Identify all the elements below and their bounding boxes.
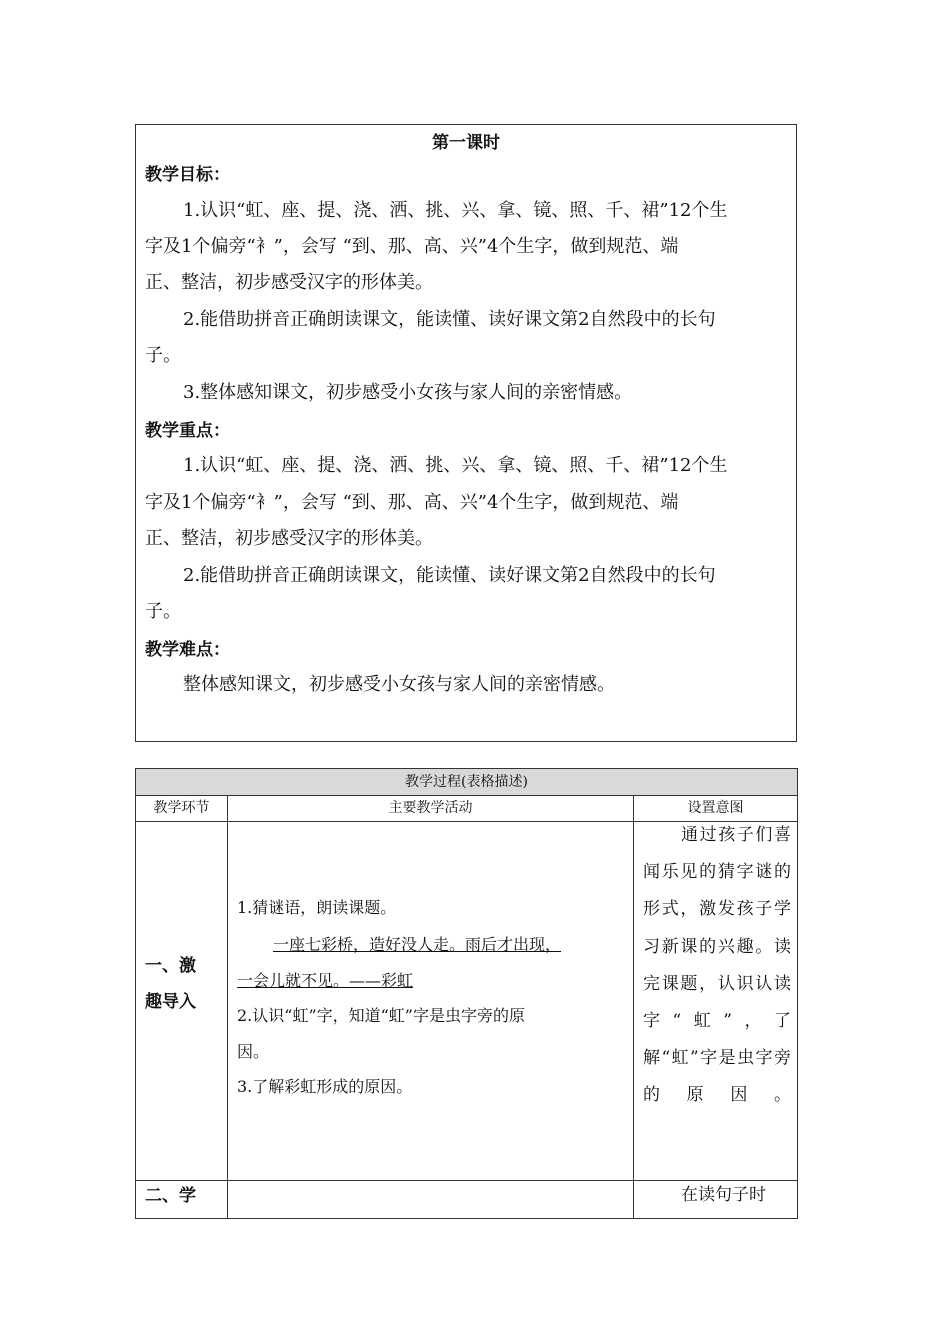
goals-line: 2.能借助拼音正确朗读课文，能读懂、读好课文第2自然段中的长句 (183, 309, 716, 330)
riddle-line: 一座七彩桥，造好没人走。雨后才出现， (273, 935, 562, 954)
column-header-stage: 教学环节 (153, 800, 210, 816)
riddle-line: 一会儿就不见。——彩虹 (237, 971, 414, 990)
key-line: 字及1个偏旁“衤”，会写 “到、那、高、兴”4个生字，做到规范、端 (145, 492, 679, 513)
activity-line: 3.了解彩虹形成的原因。 (237, 1077, 413, 1096)
lesson-title: 第一课时 (432, 133, 500, 153)
lesson-objectives-box (135, 124, 797, 742)
column-divider (633, 795, 634, 1218)
intent-text: 在读句子时 (681, 1185, 766, 1205)
stage-label: 一、激 (145, 956, 196, 976)
key-line: 2.能借助拼音正确朗读课文，能读懂、读好课文第2自然段中的长句 (183, 565, 716, 586)
stage-label: 趣导入 (145, 992, 196, 1012)
teaching-process-table (135, 768, 798, 1219)
intent-text: 通过孩子们喜闻乐见的猜字谜的形式，激发孩子学习新课的兴趣。读完课题，认识认读字“虹”，了解“虹”字是虫字旁的原因。 (643, 825, 791, 1106)
key-points-heading: 教学重点： (145, 421, 230, 441)
difficult-line: 整体感知课文，初步感受小女孩与家人间的亲密情感。 (183, 674, 615, 695)
key-line: 子。 (145, 601, 181, 622)
goals-line: 正、整洁，初步感受汉字的形体美。 (145, 272, 433, 293)
goals-heading: 教学目标： (145, 165, 230, 185)
goals-line: 3.整体感知课文，初步感受小女孩与家人间的亲密情感。 (183, 382, 633, 403)
column-header-intent: 设置意图 (687, 800, 744, 816)
activity-line: 因。 (237, 1042, 270, 1061)
activity-line: 1.猜谜语，朗读课题。 (237, 898, 397, 917)
key-line: 正、整洁，初步感受汉字的形体美。 (145, 528, 433, 549)
goals-line: 字及1个偏旁“衤”，会写 “到、那、高、兴”4个生字，做到规范、端 (145, 236, 679, 257)
column-divider (227, 795, 228, 1218)
difficult-points-heading: 教学难点： (145, 640, 230, 660)
activity-line: 2.认识“虹”字，知道“虹”字是虫字旁的原 (237, 1006, 525, 1025)
goals-line: 子。 (145, 345, 181, 366)
process-table-header: 教学过程(表格描述) (136, 769, 797, 796)
goals-line: 1.认识“虹、座、提、浇、洒、挑、兴、拿、镜、照、千、裙”12个生 (183, 200, 728, 221)
column-header-activity: 主要教学活动 (388, 800, 473, 816)
stage-label: 二、学 (145, 1186, 196, 1206)
key-line: 1.认识“虹、座、提、浇、洒、挑、兴、拿、镜、照、千、裙”12个生 (183, 455, 728, 476)
